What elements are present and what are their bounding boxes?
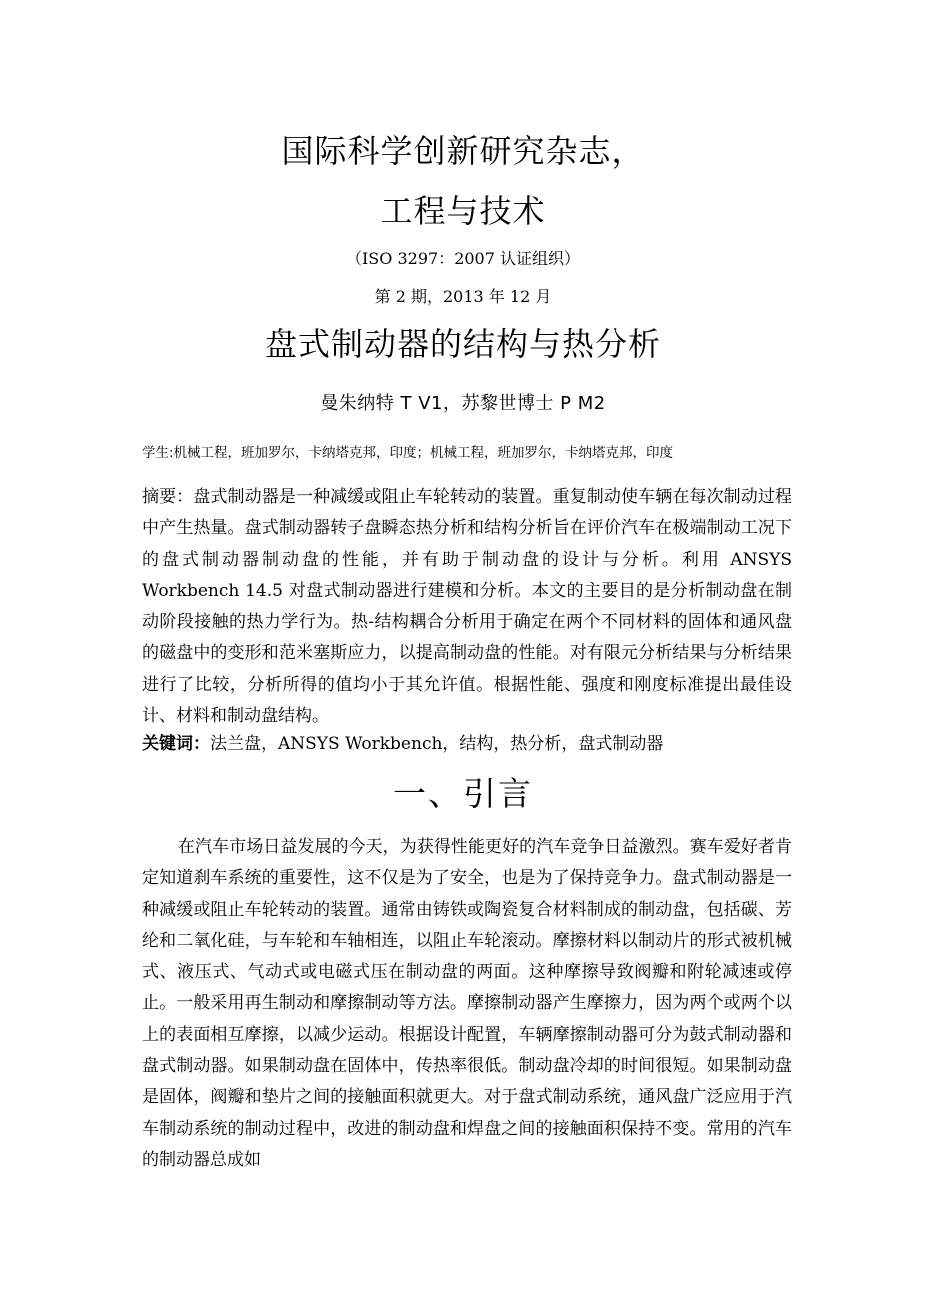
- section-body: 在汽车市场日益发展的今天，为获得性能更好的汽车竞争日益激烈。赛车爱好者肯定知道刹车系统的重要性，这不仅是为了安全，也是为了保持竞争力。盘式制动器是一种减缓或阻止车轮转动的装置。通常由铸铁或陶瓷复合材料制成的制动盘，包括碳、芳纶和二氧化硅，与车轮和车轴相连，以阻止车轮滚动。摩擦材料以制动片的形式被机械式、液压式、气动式或电磁式压在制动盘的两面。这种摩擦导致阀瓣和附轮减速或停止。一般采用再生制动和摩擦制动等方法。摩擦制动器产生摩擦力，因为两个或两个以上的表面相互摩擦，以减少运动。根据设计配置，车辆摩擦制动器可分为鼓式制动器和盘式制动器。如果制动盘在固体中，传热率很低。制动盘冷却的时间很短。如果制动盘是固体，阀瓣和垫片之间的接触面积就更大。对于盘式制动系统，通风盘广泛应用于汽车制动系统的制动过程中，改进的制动盘和焊盘之间的接触面积保持不变。常用的汽车的制动器总成如: [142, 837, 792, 1170]
- authors: 曼朱纳特 T V1，苏黎世博士 P M2: [320, 393, 606, 414]
- abstract: 摘要：盘式制动器是一种减缓或阻止车轮转动的装置。重复制动使车辆在每次制动过程中产生热量。盘式制动器转子盘瞬态热分析和结构分析旨在评价汽车在极端制动工况下的盘式制动器制动盘的性能，并有助于制动盘的设计与分析。利用 ANSYS Workbench 14.5 对盘式制动器进行建模和分析。本文的主要目的是分析制动盘在制动阶段接触的热力学行为。热-结构耦合分析用于确定在两个不同材料的固体和通风盘的磁盘中的变形和范米塞斯应力，以提高制动盘的性能。对有限元分析结果与分析结果进行了比较，分析所得的值均小于其允许值。根据性能、强度和刚度标准提出最佳设计、材料和制动盘结构。: [142, 487, 792, 727]
- section-heading: 一、引言: [393, 774, 533, 813]
- journal-title-line2: 工程与技术: [380, 192, 546, 230]
- issue-info: 第 2 期，2013 年 12 月: [374, 287, 552, 306]
- keywords: [142, 731, 792, 757]
- paper-title: 盘式制动器的结构与热分析: [264, 325, 661, 363]
- journal-title-line1: 国际科学创新研究杂志，: [281, 132, 645, 170]
- iso-certification: （ISO 3297：2007 认证组织）: [345, 249, 580, 268]
- keywords-label: 关键词：: [142, 734, 210, 754]
- keywords-text: 法兰盘，ANSYS Workbench，结构，热分析，盘式制动器: [210, 734, 664, 754]
- affiliation: 学生:机械工程，班加罗尔，卡纳塔克邦，印度；机械工程，班加罗尔，卡纳塔克邦，印度: [142, 445, 674, 461]
